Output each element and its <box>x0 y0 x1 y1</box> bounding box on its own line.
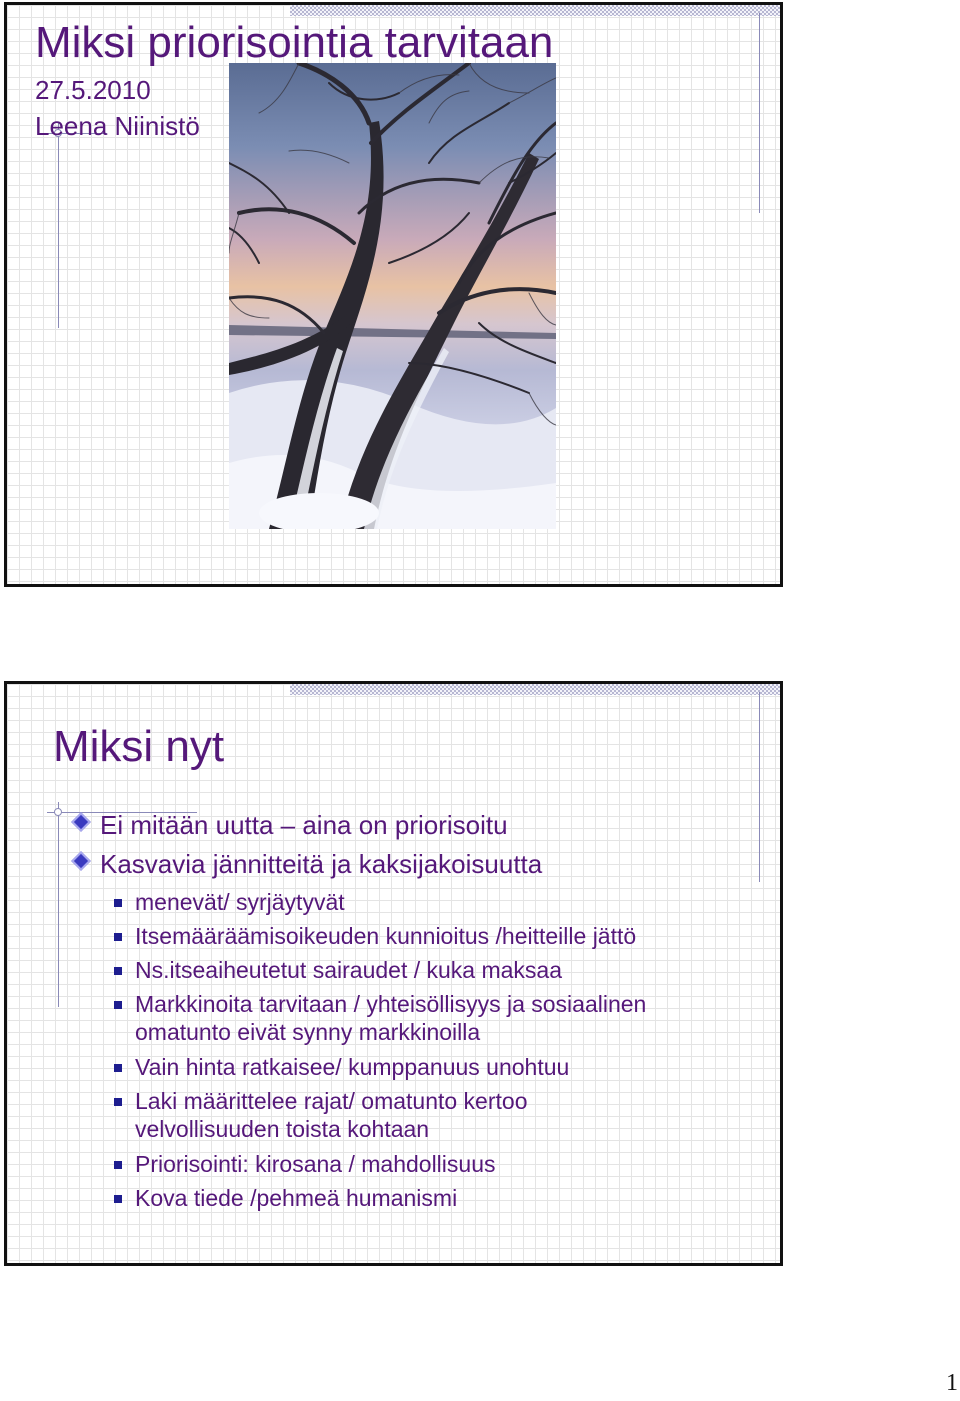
list-item: Markkinoita tarvitaan / yhteisöllisyys ja sosiaalinen <box>135 991 646 1018</box>
deco-line <box>759 13 760 213</box>
tree-illustration <box>229 63 556 529</box>
winter-tree-photo <box>229 63 556 529</box>
list-item: Kasvavia jännitteitä ja kaksijakoisuutta <box>100 849 542 880</box>
square-bullet-icon <box>114 933 122 941</box>
slide-1-date: 27.5.2010 <box>35 75 151 105</box>
checker-band <box>290 5 780 16</box>
list-item: Itsemääräämisoikeuden kunnioitus /heitteille jättö <box>135 923 636 950</box>
square-bullet-icon <box>114 1195 122 1203</box>
square-bullet-icon <box>114 967 122 975</box>
deco-line <box>759 692 760 882</box>
square-bullet-icon <box>114 1161 122 1169</box>
list-item: Ns.itseaiheutetut sairaudet / kuka maksaa <box>135 957 562 984</box>
list-item: menevät/ syrjäytyvät <box>135 889 345 916</box>
square-bullet-icon <box>114 1064 122 1072</box>
slide-1-author: Leena Niinistö <box>35 111 200 141</box>
deco-ring <box>54 808 62 816</box>
slide-1 <box>4 2 783 587</box>
diamond-bullet-icon <box>71 851 91 871</box>
page-number: 1 <box>946 1370 958 1396</box>
list-item-continuation: omatunto eivät synny markkinoilla <box>135 1019 481 1045</box>
slide-2 <box>4 681 783 1266</box>
list-item: Kova tiede /pehmeä humanismi <box>135 1185 457 1212</box>
slide-1-title: Miksi priorisointia tarvitaan <box>35 18 554 67</box>
list-item: Vain hinta ratkaisee/ kumppanuus unohtuu <box>135 1054 569 1081</box>
diamond-bullet-icon <box>71 812 91 832</box>
square-bullet-icon <box>114 1001 122 1009</box>
square-bullet-icon <box>114 899 122 907</box>
list-item: Priorisointi: kirosana / mahdollisuus <box>135 1151 496 1178</box>
slide-2-title: Miksi nyt <box>53 722 225 771</box>
square-bullet-icon <box>114 1098 122 1106</box>
deco-line <box>58 802 59 1007</box>
deco-line <box>58 123 59 328</box>
list-item: Laki määrittelee rajat/ omatunto kertoo <box>135 1088 527 1115</box>
list-item: Ei mitään uutta – aina on priorisoitu <box>100 810 508 841</box>
list-item-continuation: velvollisuuden toista kohtaan <box>135 1116 430 1142</box>
checker-band <box>290 684 780 695</box>
